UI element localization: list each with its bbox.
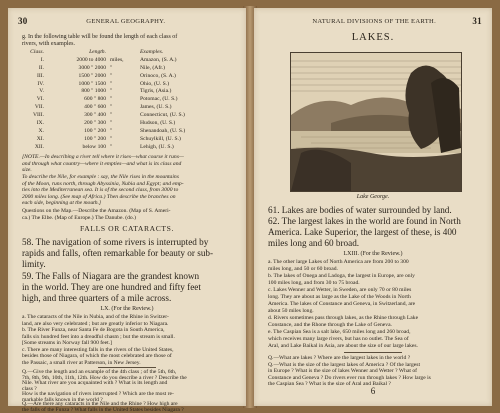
row-example: James, (U. S.) xyxy=(140,104,172,111)
row-length: 3000 " 2000 xyxy=(78,64,106,71)
review-line: a. The other large Lakes of North America are from 200 to 300 xyxy=(268,259,409,265)
note-line: each side, beginning at the mouth.] xyxy=(22,200,102,206)
row-length: 200 " 300 xyxy=(84,120,106,127)
question-line: class ? xyxy=(22,385,37,392)
row-unit: " xyxy=(110,72,113,79)
paragraph-58-line: rapids and falls, often remarkable for beauty or sub- xyxy=(22,248,214,258)
paragraph-58-line: 58. The navigation of some rivers is interrupted by xyxy=(22,237,209,247)
row-unit: " xyxy=(110,104,113,111)
note-line: To describe the Nile, for example : say, the Nile rises in the mountains xyxy=(22,174,179,180)
note-line: 2000 miles long. (See map of Africa.) Then describe the branches on xyxy=(22,193,176,200)
row-length: 100 " 200 xyxy=(84,135,106,142)
table-row xyxy=(24,73,234,81)
page-number: 30 xyxy=(18,16,28,26)
paragraph-62-line: America. Lake Superior, the largest of these, is 400 xyxy=(268,227,457,237)
running-head-title: GENERAL GEOGRAPHY. xyxy=(86,17,166,25)
page-number: 31 xyxy=(472,16,482,26)
review-heading: LX. (For the Review.) xyxy=(100,306,154,312)
review-line: c. There are many interesting falls in the rivers of the United States, xyxy=(22,346,174,353)
divider-rule xyxy=(98,367,156,368)
row-class: VII. xyxy=(34,104,44,111)
right-running-head xyxy=(264,16,482,26)
row-unit: " xyxy=(110,112,113,119)
row-length: 100 " 200 xyxy=(84,127,106,134)
table-row xyxy=(24,104,234,112)
row-example: Ohio, (U. S.) xyxy=(140,80,170,87)
question-line: the Caspian Sea ? What is the size of Aral and Baikal ? xyxy=(268,381,391,387)
question-line: Q.—What is the size of the largest lakes of America ? Of the largest xyxy=(268,361,421,368)
left-page xyxy=(8,8,246,413)
note-line: and through what country—where it empties—and what is its class and xyxy=(22,160,182,167)
row-example: Tigris, (Asia.) xyxy=(140,88,172,95)
review-line: b. The lakes of Onega and Ladoga, the largest in Europe, are only xyxy=(268,273,415,279)
review-line: c. Lakes Wenner and Wetter, in Sweden, are only 70 or 80 miles xyxy=(268,287,412,293)
row-length: 400 " 600 xyxy=(84,104,106,111)
review-line: b. The River Funza, near Santa Fe de Bogota in South America, xyxy=(22,327,165,333)
review-heading: LXIII. (For the Review.) xyxy=(343,251,403,257)
map-question-line: ca.) The Elbe. (Map of Europe.) The Danube. (do.) xyxy=(22,214,136,221)
left-running-head xyxy=(18,16,236,26)
row-example: Nile, (Afr.) xyxy=(140,64,166,71)
row-unit: miles, xyxy=(110,56,124,63)
row-length: 2000 to 4000 xyxy=(76,56,106,63)
row-unit: " xyxy=(110,127,113,134)
row-class: VI. xyxy=(36,96,44,103)
note-line: of the Moon, runs north, through Abyssinia, Nubia and Egypt; and emp- xyxy=(22,180,184,187)
question-line: Q.—Are there any cataracts in the Nile and the Rhine ? How high are xyxy=(22,401,178,407)
paragraph-61-line: 61. Lakes are bodies of water surrounded by land. xyxy=(268,205,452,215)
review-line: about 50 miles long. xyxy=(268,308,314,314)
table-row xyxy=(24,96,234,104)
map-question-line: Questions on the Map.—Describe the Amazon. (Map of S. Ameri- xyxy=(22,208,171,214)
review-line: Constance, and the Rhone through the Lake of Geneva. xyxy=(268,322,392,328)
illustration-caption: Lake George. xyxy=(356,194,390,200)
paragraph-62-line: 62. The largest lakes in the world are found in North xyxy=(268,216,461,226)
note-line: [NOTE.—In describing a river tell where it rises—what course it runs— xyxy=(22,154,184,160)
table-row xyxy=(24,136,234,144)
table-row xyxy=(24,144,234,152)
review-line: d. Rivers sometimes pass through lakes, as the Rhine through Lake xyxy=(268,315,419,321)
intro-line: rivers, with examples. xyxy=(22,41,75,47)
lake-george-engraving xyxy=(290,52,462,192)
row-class: IX. xyxy=(36,120,44,127)
table-header-class: Class. xyxy=(30,49,44,55)
question-line: How is the navigation of rivers interrupted ? Which are the most re- xyxy=(22,391,174,397)
row-example: Lehigh, (U. S.) xyxy=(140,143,174,150)
page-title: LAKES. xyxy=(351,32,395,43)
row-length: 1000 " 1500 xyxy=(78,80,106,87)
question-line: in Europe ? What is the size of lakes Wenner and Wetter ? What of xyxy=(268,368,418,374)
row-example: Schuylkill, (U. S.) xyxy=(140,135,181,142)
review-line: 100 miles long, and from 30 to 75 broad. xyxy=(268,280,360,286)
paragraph-59-line: in the world. They are one hundred and fifty feet xyxy=(22,282,201,292)
row-class: XI. xyxy=(36,135,44,142)
review-line: the Passaic, a small river at Patterson, in New Jersey. xyxy=(22,359,141,366)
row-length: below 100 xyxy=(82,143,106,150)
row-length: 800 " 1000 xyxy=(81,88,106,95)
row-example: Potomac, (U. S.) xyxy=(140,96,178,103)
review-line: falls six hundred feet into a dreadful chasm ; but the stream is small. xyxy=(22,333,175,340)
paragraph-58-line: limity. xyxy=(22,259,46,269)
question-line: Constance and Geneva ? Do rivers ever run through lakes ? How large is xyxy=(268,374,431,381)
row-class: X. xyxy=(38,127,44,134)
row-example: Hudson, (U. S.) xyxy=(140,120,176,127)
row-class: IV. xyxy=(37,80,44,87)
paragraph-59-line: high, and three quarters of a mile across. xyxy=(22,293,172,303)
right-page xyxy=(254,8,492,406)
review-line: miles long, and 50 or 60 broad. xyxy=(268,266,338,272)
signature-mark: 6 xyxy=(370,386,376,396)
table-row xyxy=(24,57,234,65)
note-line: size. xyxy=(22,167,32,173)
row-class: V. xyxy=(39,88,44,95)
review-line: long. They are about as large as the Lake of the Woods in North xyxy=(268,294,411,300)
row-unit: " xyxy=(110,88,113,95)
table-header-examples: Examples. xyxy=(140,49,164,55)
review-line: [Some streams in Norway fall 900 feet.] xyxy=(22,340,112,346)
intro-line: g. In the following table will be found the length of each class of xyxy=(22,34,178,40)
row-unit: " xyxy=(110,143,113,150)
review-line: land, are also very celebrated ; but are greatly inferior to Niagara. xyxy=(22,320,169,327)
row-length: 1500 " 2000 xyxy=(78,72,106,79)
row-unit: " xyxy=(110,64,113,71)
row-length: 300 " 400 xyxy=(84,112,106,119)
row-class: VIII. xyxy=(32,112,44,119)
table-row xyxy=(24,112,234,120)
running-head-title: NATURAL DIVISIONS OF THE EARTH. xyxy=(312,17,437,25)
row-length: 600 " 800 xyxy=(84,96,106,103)
question-line: markable falls known in the world ? xyxy=(22,396,103,403)
falls-heading: FALLS OR CATARACTS. xyxy=(80,224,174,233)
table-row xyxy=(24,120,234,128)
note-line: ties into the Mediterranean sea. It is of the second class, from 3000 to xyxy=(22,187,179,193)
row-class: I. xyxy=(40,56,44,63)
table-row xyxy=(24,81,234,89)
paragraph-59-line: 59. The Falls of Niagara are the grandest known xyxy=(22,271,200,281)
row-unit: " xyxy=(110,80,113,87)
review-line: a. The cataracts of the Nile in Nubia, and of the Rhine in Switzer- xyxy=(22,314,169,320)
question-line: Q.—What are lakes ? Where are the largest lakes in the world ? xyxy=(268,355,411,361)
table-row xyxy=(24,65,234,73)
row-class: III. xyxy=(37,72,44,79)
question-line: the falls of the Funza ? What falls in the United States besides Niagara ? xyxy=(22,406,184,413)
review-line: e. The Caspian Sea is a salt lake, 650 miles long and 260 broad, xyxy=(268,329,411,335)
row-example: Connecticut, (U. S.) xyxy=(140,112,185,119)
question-line: 7th, 8th, 9th, 10th, 11th, 12th. How do you describe a river ? Describe the xyxy=(22,374,187,381)
row-unit: " xyxy=(110,96,113,103)
table-row xyxy=(24,88,234,96)
review-line: America. The lakes of Constance and Geneva, in Switzerland, are xyxy=(268,301,416,307)
table-header-length: Length. xyxy=(89,49,106,55)
row-unit: " xyxy=(110,135,113,142)
review-line: besides those of Niagara, of which the most celebrated are those of xyxy=(22,353,172,359)
row-example: Shenandoah, (U. S.) xyxy=(140,127,186,134)
divider-rule xyxy=(344,352,402,353)
river-class-table xyxy=(24,49,234,152)
row-class: II. xyxy=(38,64,44,71)
question-line: Nile. What river are you acquainted with ? What is its length and xyxy=(22,380,168,386)
review-line: which receives many large rivers, but has no outlet. The Sea of xyxy=(268,336,409,342)
review-line: Aral, and Lake Baikal in Asia, are about the size of our large lakes. xyxy=(268,343,418,349)
paragraph-62-line: miles long and 60 broad. xyxy=(268,238,360,248)
table-row xyxy=(24,128,234,136)
row-example: Amazon, (S. A.) xyxy=(140,56,177,63)
table-header-row xyxy=(24,49,234,57)
row-class: XII. xyxy=(34,143,44,150)
row-example: Orinoco, (S. A.) xyxy=(140,72,176,79)
row-unit: " xyxy=(110,120,113,127)
question-line: Q.—Give the length and an example of the 4th class ; of the 5th, 6th, xyxy=(22,369,177,375)
